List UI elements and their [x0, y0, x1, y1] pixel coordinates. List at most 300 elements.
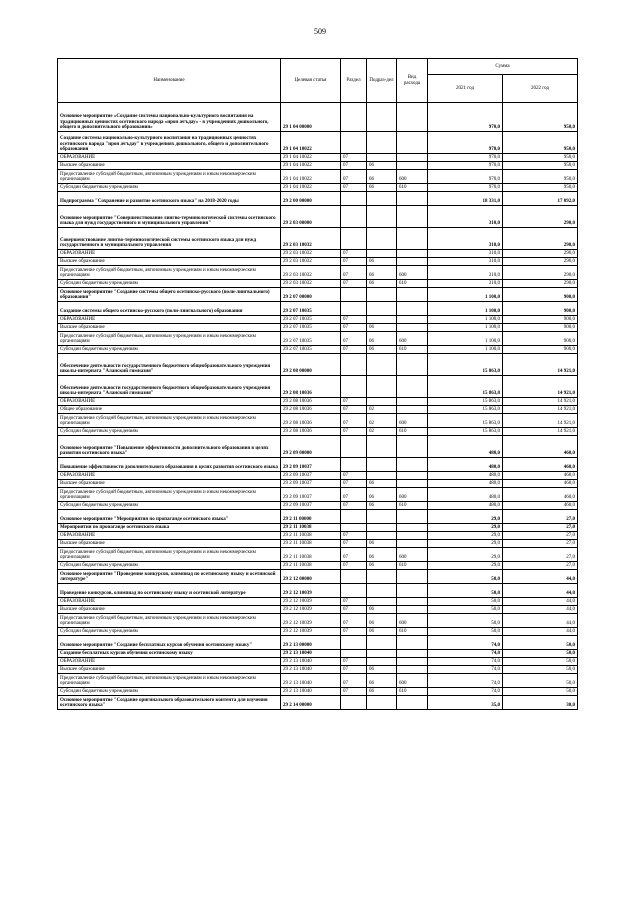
- row-sum-2022: 27,0: [503, 532, 578, 540]
- row-sum-2022: 27,0: [503, 562, 578, 570]
- row-sum-2021: 480,0: [428, 480, 503, 488]
- table-row: [58, 436, 578, 458]
- table-row: [58, 688, 578, 696]
- row-podrazdel: [367, 154, 397, 162]
- row-sum-2022: 14 921,0: [503, 354, 578, 376]
- row-podrazdel: 02: [367, 428, 397, 436]
- row-sum-2022: 50,0: [503, 636, 578, 650]
- table-row: [58, 332, 578, 346]
- row-podrazdel: [367, 250, 397, 258]
- row-name: Высшее образование: [58, 540, 281, 548]
- row-razdel: 07: [341, 666, 367, 674]
- table-row: [58, 406, 578, 414]
- row-vid: [397, 570, 428, 584]
- row-vid: 610: [397, 628, 428, 636]
- row-podrazdel: [367, 103, 397, 132]
- row-vid: [397, 598, 428, 606]
- table-row: [58, 280, 578, 288]
- row-name: Высшее образование: [58, 324, 281, 332]
- row-sum-2022: 290,0: [503, 206, 578, 228]
- row-podrazdel: [367, 192, 397, 206]
- row-sum-2021: 74,0: [428, 674, 503, 688]
- row-vid: [397, 302, 428, 316]
- row-razdel: 07: [341, 562, 367, 570]
- row-vid: [397, 436, 428, 458]
- row-name: ОБРАЗОВАНИЕ: [58, 316, 281, 324]
- row-code: 29 2 09 10037: [281, 472, 341, 480]
- row-name: Создание системы общего осетинско-русского (поли-лингвального) образования: [58, 302, 281, 316]
- row-sum-2022: 900,0: [503, 346, 578, 354]
- row-vid: [397, 636, 428, 650]
- header-vid: Вид расхода: [397, 59, 428, 103]
- row-podrazdel: 06: [367, 170, 397, 184]
- row-podrazdel: [367, 532, 397, 540]
- table-row: [58, 584, 578, 598]
- row-name: Высшее образование: [58, 606, 281, 614]
- row-razdel: 07: [341, 324, 367, 332]
- row-vid: [397, 532, 428, 540]
- row-vid: [397, 472, 428, 480]
- row-podrazdel: [367, 316, 397, 324]
- row-sum-2022: 290,0: [503, 250, 578, 258]
- row-razdel: 07: [341, 674, 367, 688]
- table-row: [58, 398, 578, 406]
- row-vid: [397, 192, 428, 206]
- row-razdel: 07: [341, 614, 367, 628]
- row-vid: [397, 606, 428, 614]
- row-sum-2021: 74,0: [428, 666, 503, 674]
- row-vid: [397, 132, 428, 154]
- row-sum-2021: 35,0: [428, 696, 503, 710]
- row-vid: [397, 398, 428, 406]
- row-sum-2021: 50,0: [428, 584, 503, 598]
- table-row: [58, 103, 578, 132]
- row-razdel: 07: [341, 258, 367, 266]
- row-code: 29 2 13 10040: [281, 658, 341, 666]
- row-code: 29 1 04 10022: [281, 154, 341, 162]
- table-row: [58, 650, 578, 658]
- table-row: [58, 184, 578, 192]
- row-code: 29 2 13 10040: [281, 650, 341, 658]
- row-vid: [397, 288, 428, 302]
- row-name: Предоставление субсидий бюджетным, автономным учреждениям и иным некоммерческим организациям: [58, 414, 281, 428]
- row-sum-2022: 900,0: [503, 288, 578, 302]
- row-code: 29 2 12 10039: [281, 614, 341, 628]
- row-sum-2022: 50,0: [503, 650, 578, 658]
- row-sum-2021: 310,0: [428, 280, 503, 288]
- row-code: 29 2 03 10032: [281, 250, 341, 258]
- row-sum-2021: 480,0: [428, 436, 503, 458]
- row-code: 29 2 12 10039: [281, 584, 341, 598]
- row-name: Высшее образование: [58, 480, 281, 488]
- row-sum-2021: 74,0: [428, 658, 503, 666]
- row-podrazdel: 06: [367, 480, 397, 488]
- table-row: [58, 162, 578, 170]
- row-code: 29 2 07 10035: [281, 332, 341, 346]
- row-razdel: [341, 696, 367, 710]
- row-razdel: [341, 103, 367, 132]
- table-row: [58, 458, 578, 472]
- row-sum-2022: 50,0: [503, 666, 578, 674]
- row-name: Высшее образование: [58, 666, 281, 674]
- row-sum-2021: 970,0: [428, 154, 503, 162]
- row-sum-2021: 15 863,0: [428, 376, 503, 398]
- row-sum-2022: 14 921,0: [503, 428, 578, 436]
- row-razdel: [341, 376, 367, 398]
- row-code: 29 2 07 10035: [281, 324, 341, 332]
- row-sum-2021: 29,0: [428, 524, 503, 532]
- row-code: 29 2 09 10037: [281, 458, 341, 472]
- row-sum-2022: 900,0: [503, 316, 578, 324]
- header-razdel: Раздел: [341, 59, 367, 103]
- table-row: [58, 696, 578, 710]
- row-vid: [397, 250, 428, 258]
- row-sum-2021: 970,0: [428, 170, 503, 184]
- row-name: Предоставление субсидий бюджетным, автономным учреждениям и иным некоммерческим организациям: [58, 332, 281, 346]
- row-podrazdel: 06: [367, 628, 397, 636]
- row-code: 29 2 11 10038: [281, 540, 341, 548]
- row-name: Предоставление субсидий бюджетным, автономным учреждениям и иным некоммерческим организациям: [58, 548, 281, 562]
- row-podrazdel: [367, 598, 397, 606]
- row-code: 29 2 11 00000: [281, 510, 341, 524]
- row-vid: 610: [397, 502, 428, 510]
- row-razdel: 07: [341, 154, 367, 162]
- row-razdel: [341, 650, 367, 658]
- row-podrazdel: [367, 436, 397, 458]
- row-code: 29 2 03 10032: [281, 280, 341, 288]
- table-row: [58, 614, 578, 628]
- row-sum-2022: 460,0: [503, 488, 578, 502]
- row-razdel: 07: [341, 346, 367, 354]
- row-sum-2022: 460,0: [503, 480, 578, 488]
- row-name: Проведение конкурсов, олимпиад по осетинскому языку и осетинской литературе: [58, 584, 281, 598]
- row-vid: [397, 650, 428, 658]
- row-sum-2021: 1 100,0: [428, 324, 503, 332]
- row-vid: 600: [397, 332, 428, 346]
- row-razdel: 07: [341, 398, 367, 406]
- row-name: Высшее образование: [58, 258, 281, 266]
- row-sum-2022: 950,0: [503, 132, 578, 154]
- row-podrazdel: 06: [367, 324, 397, 332]
- row-code: 29 2 07 10035: [281, 346, 341, 354]
- row-name: Подпрограмма "Сохранение и развитие осетинского языка" на 2018-2020 годы: [58, 192, 281, 206]
- table-row: [58, 302, 578, 316]
- row-code: 29 2 12 10039: [281, 606, 341, 614]
- row-razdel: [341, 192, 367, 206]
- row-sum-2022: 460,0: [503, 436, 578, 458]
- row-code: 29 2 13 10040: [281, 674, 341, 688]
- row-code: 29 2 09 10037: [281, 488, 341, 502]
- table-row: [58, 132, 578, 154]
- row-podrazdel: [367, 570, 397, 584]
- header-summa: Сумма: [428, 59, 578, 75]
- row-vid: 610: [397, 280, 428, 288]
- row-podrazdel: 02: [367, 406, 397, 414]
- row-sum-2022: 27,0: [503, 540, 578, 548]
- row-name: ОБРАЗОВАНИЕ: [58, 472, 281, 480]
- row-vid: [397, 154, 428, 162]
- row-code: 29 2 08 10036: [281, 398, 341, 406]
- row-sum-2022: 950,0: [503, 184, 578, 192]
- row-vid: [397, 103, 428, 132]
- row-name: Создание бесплатных курсов обучения осетинскому языку: [58, 650, 281, 658]
- row-podrazdel: 06: [367, 280, 397, 288]
- row-name: Предоставление субсидий бюджетным, автономным учреждениям и иным некоммерческим организациям: [58, 614, 281, 628]
- row-vid: 600: [397, 674, 428, 688]
- row-sum-2021: 1 100,0: [428, 302, 503, 316]
- row-sum-2021: 970,0: [428, 103, 503, 132]
- row-name: Основное мероприятие «Создание системы национально-культурного воспитания на традиционных ценностях осетинского народа «ирон æгъдау» - в учреждениях дошкольного, общего и дополнительного образования»: [58, 103, 281, 132]
- row-name: Основное мероприятие "Проведение конкурсов, олимпиад по осетинскому языку и осетинской литературе": [58, 570, 281, 584]
- table-row: [58, 324, 578, 332]
- row-sum-2022: 50,0: [503, 658, 578, 666]
- row-sum-2022: 17 092,0: [503, 192, 578, 206]
- row-podrazdel: 06: [367, 562, 397, 570]
- row-vid: 610: [397, 346, 428, 354]
- row-podrazdel: [367, 650, 397, 658]
- row-code: 29 1 04 10022: [281, 170, 341, 184]
- row-sum-2022: 14 921,0: [503, 376, 578, 398]
- row-razdel: 07: [341, 502, 367, 510]
- table-row: [58, 548, 578, 562]
- row-sum-2022: 14 921,0: [503, 414, 578, 428]
- row-sum-2022: 27,0: [503, 510, 578, 524]
- row-sum-2021: 480,0: [428, 488, 503, 502]
- row-sum-2021: 15 863,0: [428, 354, 503, 376]
- row-podrazdel: 06: [367, 332, 397, 346]
- row-name: Основное мероприятие "Совершенствование лингво-терминологической системы осетинского языка для нужд государственного и муниципального управления": [58, 206, 281, 228]
- row-code: 29 1 04 10022: [281, 162, 341, 170]
- row-code: 29 2 12 10039: [281, 598, 341, 606]
- row-code: 29 1 04 10022: [281, 184, 341, 192]
- table-row: [58, 488, 578, 502]
- row-podrazdel: 06: [367, 502, 397, 510]
- table-row: [58, 540, 578, 548]
- row-code: 29 1 04 00000: [281, 103, 341, 132]
- row-code: 29 2 11 10038: [281, 548, 341, 562]
- row-podrazdel: 06: [367, 184, 397, 192]
- row-sum-2022: 50,0: [503, 674, 578, 688]
- table-row: [58, 606, 578, 614]
- row-sum-2022: 27,0: [503, 524, 578, 532]
- row-podrazdel: [367, 398, 397, 406]
- row-code: 29 2 03 10032: [281, 266, 341, 280]
- row-sum-2021: 310,0: [428, 250, 503, 258]
- row-vid: 600: [397, 614, 428, 628]
- row-code: 29 2 07 10035: [281, 316, 341, 324]
- row-vid: [397, 524, 428, 532]
- table-row: [58, 288, 578, 302]
- row-razdel: 07: [341, 488, 367, 502]
- row-sum-2022: 44,0: [503, 570, 578, 584]
- row-sum-2021: 310,0: [428, 258, 503, 266]
- row-code: 29 2 09 10037: [281, 480, 341, 488]
- row-razdel: 07: [341, 480, 367, 488]
- row-vid: [397, 666, 428, 674]
- row-name: Основное мероприятие "Повышение эффективности дополнительного образования в целях развития осетинского языка": [58, 436, 281, 458]
- row-vid: [397, 540, 428, 548]
- table-row: [58, 598, 578, 606]
- row-sum-2021: 18 331,0: [428, 192, 503, 206]
- row-sum-2021: 29,0: [428, 532, 503, 540]
- row-vid: 610: [397, 562, 428, 570]
- row-sum-2021: 970,0: [428, 184, 503, 192]
- table-row: [58, 354, 578, 376]
- row-razdel: [341, 354, 367, 376]
- row-sum-2021: 310,0: [428, 206, 503, 228]
- table-row: [58, 570, 578, 584]
- row-name: Предоставление субсидий бюджетным, автономным учреждениям и иным некоммерческим организациям: [58, 170, 281, 184]
- row-razdel: [341, 132, 367, 154]
- row-sum-2021: 480,0: [428, 472, 503, 480]
- row-vid: [397, 658, 428, 666]
- table-row: [58, 502, 578, 510]
- row-code: 29 2 11 10038: [281, 532, 341, 540]
- row-podrazdel: 06: [367, 674, 397, 688]
- row-podrazdel: 06: [367, 688, 397, 696]
- row-sum-2021: 310,0: [428, 228, 503, 250]
- table-row: [58, 346, 578, 354]
- row-razdel: 07: [341, 688, 367, 696]
- row-sum-2021: 29,0: [428, 540, 503, 548]
- table-row: [58, 170, 578, 184]
- row-sum-2021: 480,0: [428, 502, 503, 510]
- row-code: 29 2 13 00000: [281, 636, 341, 650]
- row-code: 29 1 04 10022: [281, 132, 341, 154]
- row-name: ОБРАЗОВАНИЕ: [58, 532, 281, 540]
- row-name: ОБРАЗОВАНИЕ: [58, 154, 281, 162]
- row-razdel: 07: [341, 628, 367, 636]
- row-code: 29 2 00 00000: [281, 192, 341, 206]
- row-name: Предоставление субсидий бюджетным, автономным учреждениям и иным некоммерческим организациям: [58, 488, 281, 502]
- row-code: 29 2 08 10036: [281, 428, 341, 436]
- row-razdel: [341, 228, 367, 250]
- row-podrazdel: 06: [367, 606, 397, 614]
- row-podrazdel: [367, 510, 397, 524]
- row-sum-2022: 50,0: [503, 688, 578, 696]
- row-name: Обеспечение деятельности государственного бюджетного общеобразовательного учреждения школы-интерната "Аланский гимназия": [58, 376, 281, 398]
- row-razdel: 07: [341, 406, 367, 414]
- row-podrazdel: 06: [367, 614, 397, 628]
- row-sum-2021: 15 863,0: [428, 406, 503, 414]
- row-vid: [397, 316, 428, 324]
- row-name: Субсидии бюджетным учреждениям: [58, 688, 281, 696]
- row-code: 29 2 08 10036: [281, 414, 341, 428]
- row-podrazdel: [367, 302, 397, 316]
- row-podrazdel: [367, 636, 397, 650]
- row-vid: 600: [397, 414, 428, 428]
- row-sum-2022: 950,0: [503, 162, 578, 170]
- row-code: 29 2 08 00000: [281, 354, 341, 376]
- row-podrazdel: [367, 354, 397, 376]
- row-name: ОБРАЗОВАНИЕ: [58, 398, 281, 406]
- row-name: Основное мероприятие "Создание оригинального образовательного контента для изучения осетинского языка": [58, 696, 281, 710]
- row-podrazdel: [367, 658, 397, 666]
- row-sum-2022: 30,0: [503, 696, 578, 710]
- row-podrazdel: [367, 288, 397, 302]
- table-row: [58, 258, 578, 266]
- budget-table: [57, 58, 578, 710]
- table-row: [58, 524, 578, 532]
- row-podrazdel: [367, 132, 397, 154]
- row-vid: 600: [397, 170, 428, 184]
- row-podrazdel: [367, 228, 397, 250]
- row-razdel: 07: [341, 532, 367, 540]
- row-sum-2021: 1 100,0: [428, 346, 503, 354]
- row-razdel: [341, 436, 367, 458]
- page-number: 509: [314, 27, 326, 36]
- row-sum-2022: 290,0: [503, 228, 578, 250]
- table-row: [58, 414, 578, 428]
- row-podrazdel: 06: [367, 258, 397, 266]
- row-sum-2021: 1 100,0: [428, 288, 503, 302]
- row-name: ОБРАЗОВАНИЕ: [58, 250, 281, 258]
- row-code: 29 2 03 00000: [281, 206, 341, 228]
- row-vid: [397, 162, 428, 170]
- row-sum-2021: 1 100,0: [428, 316, 503, 324]
- row-razdel: 07: [341, 548, 367, 562]
- table-body: [58, 103, 578, 710]
- table-row: [58, 428, 578, 436]
- row-code: 29 2 11 10038: [281, 562, 341, 570]
- row-name: Субсидии бюджетным учреждениям: [58, 346, 281, 354]
- row-sum-2022: 44,0: [503, 628, 578, 636]
- row-code: 29 2 13 10040: [281, 688, 341, 696]
- table-row: [58, 154, 578, 162]
- row-razdel: 07: [341, 540, 367, 548]
- table-row: [58, 562, 578, 570]
- row-vid: [397, 584, 428, 598]
- row-code: 29 2 08 10036: [281, 406, 341, 414]
- row-code: 29 2 07 10035: [281, 302, 341, 316]
- row-vid: [397, 324, 428, 332]
- row-vid: [397, 376, 428, 398]
- row-name: ОБРАЗОВАНИЕ: [58, 658, 281, 666]
- row-sum-2021: 74,0: [428, 636, 503, 650]
- header-name: Наименование: [58, 59, 281, 103]
- row-sum-2022: 14 921,0: [503, 398, 578, 406]
- header-code: Целевая статья: [281, 59, 341, 103]
- row-name: Предоставление субсидий бюджетным, автономным учреждениям и иным некоммерческим организациям: [58, 266, 281, 280]
- header-year-2022: 2022 год: [503, 75, 578, 103]
- row-razdel: 07: [341, 184, 367, 192]
- row-razdel: [341, 524, 367, 532]
- row-name: Субсидии бюджетным учреждениям: [58, 562, 281, 570]
- table-row: [58, 658, 578, 666]
- row-razdel: 07: [341, 266, 367, 280]
- table-row: [58, 510, 578, 524]
- row-sum-2021: 50,0: [428, 606, 503, 614]
- row-vid: 600: [397, 266, 428, 280]
- table-row: [58, 250, 578, 258]
- row-vid: [397, 696, 428, 710]
- row-razdel: 07: [341, 428, 367, 436]
- table-row: [58, 628, 578, 636]
- row-name: ОБРАЗОВАНИЕ: [58, 598, 281, 606]
- row-podrazdel: [367, 584, 397, 598]
- row-sum-2021: 310,0: [428, 266, 503, 280]
- table-row: [58, 192, 578, 206]
- row-sum-2022: 950,0: [503, 154, 578, 162]
- row-code: 29 2 08 10036: [281, 376, 341, 398]
- row-sum-2022: 950,0: [503, 170, 578, 184]
- table-row: [58, 206, 578, 228]
- row-sum-2021: 29,0: [428, 510, 503, 524]
- row-sum-2021: 29,0: [428, 548, 503, 562]
- row-razdel: 07: [341, 170, 367, 184]
- row-vid: [397, 406, 428, 414]
- row-name: Обеспечение деятельности государственного бюджетного общеобразовательного учреждения школы-интерната "Аланский гимназия": [58, 354, 281, 376]
